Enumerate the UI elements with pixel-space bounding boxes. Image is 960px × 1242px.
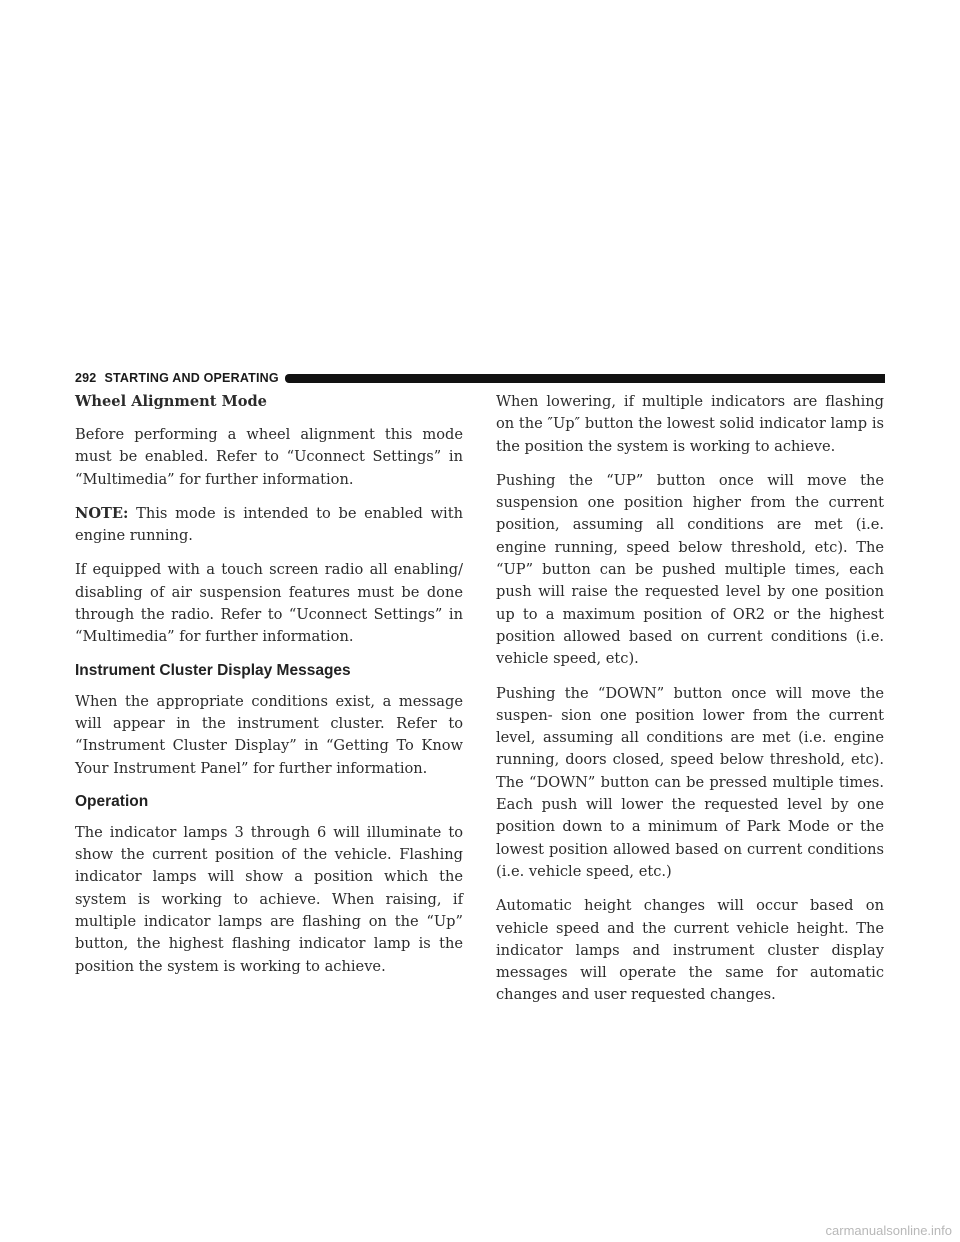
section-title: STARTING AND OPERATING: [104, 371, 279, 385]
cluster-messages-paragraph: When the appropriate conditions exist, a message will appear in the instrument cluster. Refer to “Instrument Cluster Display” in “Getting To Know Your Instrument Panel” for further information.: [75, 692, 463, 777]
operation-heading: Operation: [75, 792, 149, 810]
touch-screen-paragraph: If equipped with a touch screen radio all enabling/ disabling of air suspension features must be done through the radio. Refer to “Uconnect Settings” in “Multimedia” for further information.: [75, 561, 463, 646]
operation-paragraph: The indicator lamps 3 through 6 will illuminate to show the current position of the vehicle. Flashing indicator lamps will show a position which the system is working to achieve. When raising, if multiple indicator lamps are flashing on the “Up” button, the highest flashing indicator lamp is the position the system is working to achieve.: [75, 823, 463, 975]
note-paragraph: [75, 503, 463, 548]
wheel-alignment-paragraph: Before performing a wheel alignment this mode must be enabled. Refer to “Uconnect Settings” in “Multimedia” for further information.: [75, 426, 463, 488]
right-column: [496, 391, 884, 1019]
wheel-alignment-heading: Wheel Alignment Mode: [75, 393, 267, 410]
watermark: carmanualsonline.info: [825, 1223, 952, 1238]
up-button-paragraph: Pushing the “UP” button once will move the suspension one position higher from the current position, assuming all conditions are met (i.e. engine running, speed below threshold, etc). The “UP” button can be pushed multiple times, each push will raise the requested level by one position up to a maximum position of OR2 or the highest position allowed based on current conditions (i.e. vehicle speed, etc).: [496, 471, 884, 668]
left-column: [75, 391, 463, 990]
down-button-paragraph: Pushing the “DOWN” button once will move the suspen- sion one position lower from the current level, assuming all conditions are met (i.e. engine running, doors closed, speed below threshold, etc). The “DOWN” button can be pressed multiple times. Each push will lower the requested level by one position down to a minimum of Park Mode or the lowest position allowed based on current conditions (i.e. vehicle speed, etc.): [496, 684, 884, 880]
note-label: NOTE:: [75, 504, 129, 522]
lowering-paragraph: When lowering, if multiple indicators are flashing on the ″Up″ button the lowest solid indicator lamp is the position the system is working to achieve.: [496, 393, 884, 455]
page-header: [75, 370, 885, 386]
note-text: This mode is intended to be enabled with engine running.: [75, 504, 463, 545]
header-rule: [285, 374, 885, 383]
automatic-height-paragraph: Automatic height changes will occur based on vehicle speed and the current vehicle height. The indicator lamps and instrument cluster display messages will operate the same for automatic changes and user requested changes.: [496, 897, 884, 1004]
cluster-messages-heading: Instrument Cluster Display Messages: [75, 661, 351, 679]
page-number: 292: [75, 371, 97, 385]
